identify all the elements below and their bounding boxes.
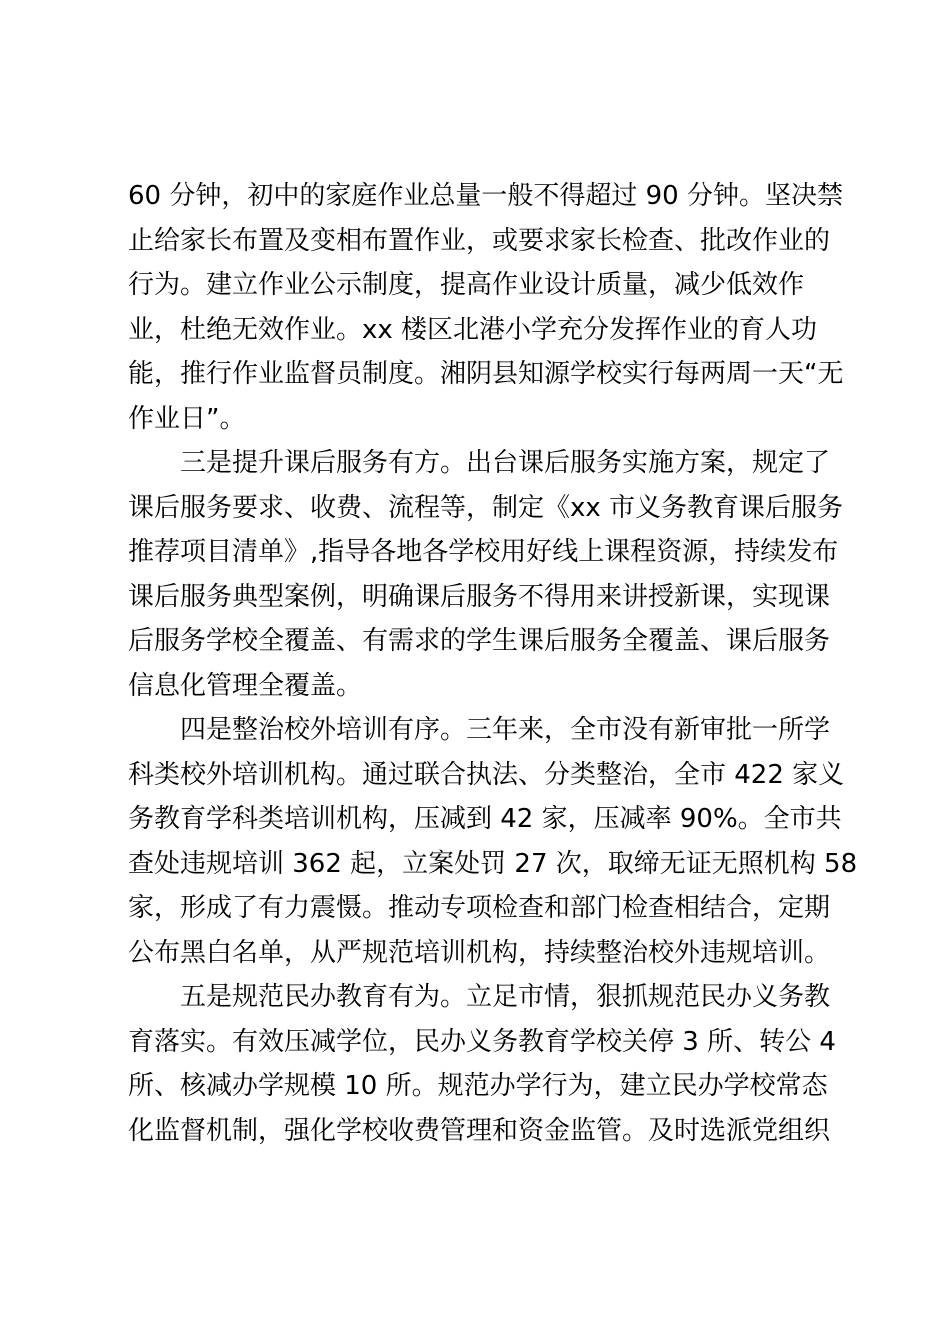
text-line: 信息化管理全覆盖。: [128, 670, 363, 701]
text-line: 60 分钟，初中的家庭作业总量一般不得超过 90 分钟。坚决禁: [128, 181, 843, 211]
text-line: 查处违规培训 362 起，立案处罚 27 次，取缔无证无照机构 58: [128, 848, 858, 879]
text-line: 能，推行作业监督员制度。湘阴县知源学校实行每两周一天“无: [128, 359, 844, 389]
text-line: 所、核减办学规模 10 所。规范办学行为，建立民办学校常态: [128, 1071, 828, 1101]
text-line: 务教育学科类培训机构，压减到 42 家，压减率 90%。全市共: [128, 804, 842, 834]
text-line: 家，形成了有力震慑。推动专项检查和部门检查相结合，定期: [128, 893, 831, 923]
text-line: 行为。建立作业公示制度，提高作业设计质量，减少低效作: [128, 270, 805, 300]
text-line: 化监督机制，强化学校收费管理和资金监管。及时选派党组织: [128, 1115, 831, 1146]
text-line: 课后服务典型案例，明确课后服务不得用来讲授新课，实现课: [128, 581, 831, 612]
text-line: 后服务学校全覆盖、有需求的学生课后服务全覆盖、课后服务: [128, 626, 831, 656]
paragraph-heading-line: 四是整治校外培训有序。三年来，全市没有新审批一所学: [128, 715, 831, 745]
text-line: 育落实。有效压减学位，民办义务教育学校关停 3 所、转公 4: [128, 1026, 836, 1057]
text-line: 课后服务要求、收费、流程等，制定《xx 市义务教育课后服务: [128, 492, 844, 523]
document-body: [128, 174, 858, 1153]
text-line: 公布黑白名单，从严规范培训机构，持续整治校外违规培训。: [128, 937, 831, 968]
text-line: 科类校外培训机构。通过联合执法、分类整治，全市 422 家义: [128, 759, 845, 790]
text-line: 业，杜绝无效作业。xx 楼区北港小学充分发挥作业的育人功: [128, 314, 818, 345]
text-line: 作业日”。: [128, 403, 246, 434]
paragraph-heading-line: 三是提升课后服务有方。出台课后服务实施方案，规定了: [128, 448, 831, 478]
text-line: 推荐项目清单》,指导各地各学校用好线上课程资源，持续发布: [128, 537, 839, 567]
paragraph-heading-line: 五是规范民办教育有为。立足市情，狠抓规范民办义务教: [128, 982, 831, 1012]
text-line: 止给家长布置及变相布置作业，或要求家长检查、批改作业的: [128, 225, 831, 256]
